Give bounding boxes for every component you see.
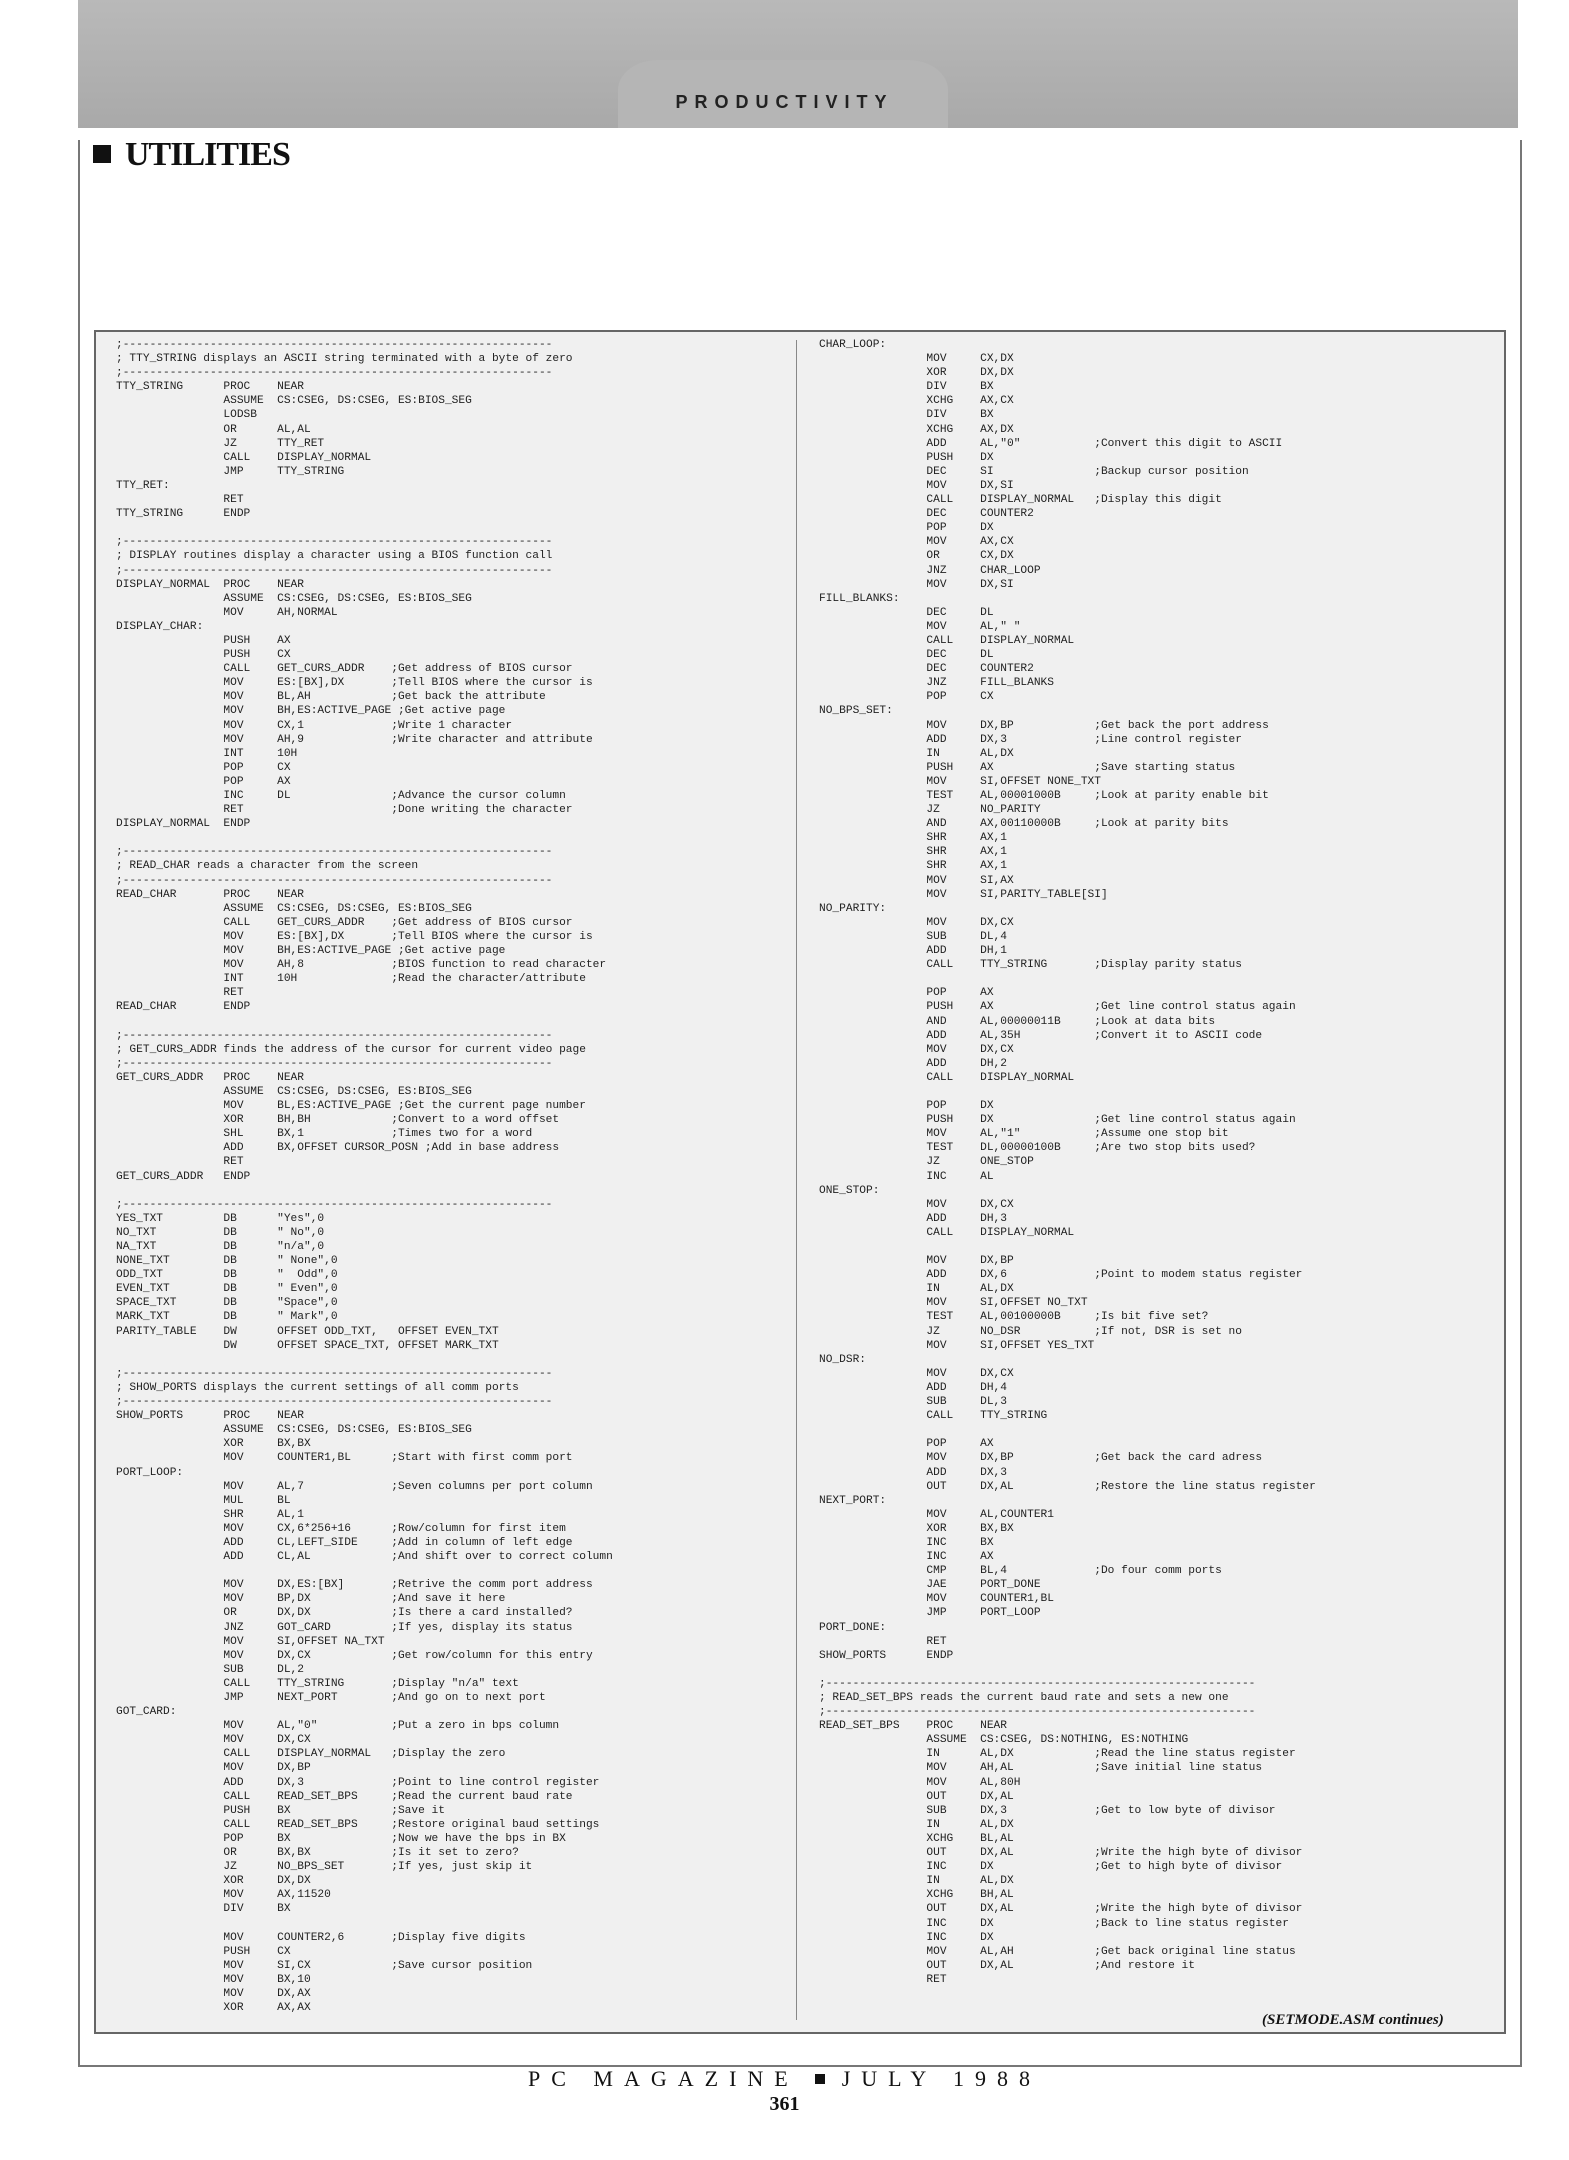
code-line: READ_CHAR ENDP [116, 1001, 251, 1014]
code-line: PORT_DONE: [819, 1621, 887, 1634]
code-line: OUT DX,AL ;Write the high byte of divisor [819, 1903, 1303, 1916]
code-line: MOV BH,ES:ACTIVE_PAGE ;Get active page [116, 705, 506, 718]
code-line: DEC COUNTER2 [819, 663, 1034, 676]
code-line: SPACE_TXT DB "Space",0 [116, 1297, 338, 1310]
code-line: MOV ES:[BX],DX ;Tell BIOS where the cursor is [116, 677, 593, 690]
code-line: PUSH CX [116, 1945, 291, 1958]
code-line: PUSH DX ;Get line control status again [819, 1114, 1296, 1127]
code-line: RET [116, 987, 244, 1000]
code-line: MOV AL," " [819, 620, 1021, 633]
code-line: CALL GET_CURS_ADDR ;Get address of BIOS cursor [116, 663, 573, 676]
code-line: JMP NEXT_PORT ;And go on to next port [116, 1692, 546, 1704]
code-line: CALL DISPLAY_NORMAL [819, 1226, 1075, 1239]
code-line: JNZ CHAR_LOOP [819, 564, 1041, 577]
code-line: CALL GET_CURS_ADDR ;Get address of BIOS cursor [116, 916, 573, 929]
code-line: XOR BX,BX [819, 1522, 1014, 1535]
code-line: RET ;Done writing the character [116, 804, 573, 817]
code-line: JZ ONE_STOP [819, 1156, 1034, 1169]
code-line: ADD DH,2 [819, 1057, 1007, 1070]
code-line: SHR AL,1 [116, 1508, 304, 1521]
code-line: MOV SI,CX ;Save cursor position [116, 1959, 533, 1972]
code-line: MOV AX,CX [819, 536, 1014, 549]
code-line: JMP PORT_LOOP [819, 1607, 1041, 1620]
code-line: MOV SI,OFFSET NO_TXT [819, 1297, 1088, 1310]
code-line: ;---------------------------------------------------------------- [116, 1029, 553, 1042]
code-line: SHR AX,1 [819, 860, 1007, 873]
code-line: SHR AX,1 [819, 846, 1007, 859]
code-line: MOV AL,AH ;Get back original line status [819, 1945, 1296, 1958]
code-line: ;---------------------------------------------------------------- [116, 1057, 553, 1070]
code-line: ADD DH,4 [819, 1381, 1007, 1394]
code-line: IN AL,DX [819, 1283, 1014, 1296]
code-line: SUB DX,3 ;Get to low byte of divisor [819, 1804, 1276, 1817]
code-line: MOV AH,NORMAL [116, 606, 338, 619]
code-line: NA_TXT DB "n/a",0 [116, 1241, 325, 1253]
code-line: CALL READ_SET_BPS ;Read the current baud rate [116, 1790, 573, 1803]
code-line: CALL DISPLAY_NORMAL ;Display this digit [819, 494, 1222, 507]
code-line: TEST DL,00000100B ;Are two stop bits used? [819, 1142, 1256, 1155]
code-line: XOR BX,BX [116, 1438, 311, 1451]
code-line: XOR BH,BH ;Convert to a word offset [116, 1114, 560, 1127]
code-line: IN AL,DX [819, 747, 1014, 760]
code-line: ADD AL,"0" ;Convert this digit to ASCII [819, 437, 1283, 450]
code-line: DEC COUNTER2 [819, 508, 1034, 521]
code-line: ADD CL,AL ;And shift over to correct column [116, 1551, 613, 1564]
code-line: MOV SI,OFFSET NA_TXT [116, 1635, 385, 1648]
code-line: MOV ES:[BX],DX ;Tell BIOS where the cursor is [116, 930, 593, 943]
code-line: INT 10H [116, 747, 298, 760]
code-line: ; SHOW_PORTS displays the current settings of all comm ports [116, 1381, 519, 1394]
code-line: ONE_STOP: [819, 1184, 880, 1197]
code-line: ;---------------------------------------------------------------- [116, 846, 553, 859]
code-line: ;---------------------------------------------------------------- [116, 1367, 553, 1380]
code-line: PUSH AX ;Get line control status again [819, 1001, 1296, 1014]
code-line: MOV CX,DX [819, 353, 1014, 366]
code-line: POP DX [819, 522, 994, 535]
code-line: ADD DX,3 ;Line control register [819, 733, 1242, 746]
code-line: PUSH CX [116, 649, 291, 662]
code-line: OR CX,DX [819, 550, 1014, 563]
section-label: PRODUCTIVITY [675, 92, 894, 112]
code-line: ADD DX,3 ;Point to line control register [116, 1776, 600, 1789]
code-line: DEC SI ;Backup cursor position [819, 465, 1249, 478]
code-line: XCHG AX,DX [819, 423, 1014, 436]
code-line: OUT DX,AL [819, 1790, 1014, 1803]
code-line: CMP BL,4 ;Do four comm ports [819, 1565, 1222, 1578]
code-line: JMP TTY_STRING [116, 465, 345, 478]
page-number: 361 [769, 2093, 800, 2115]
code-line: RET [116, 494, 244, 507]
code-line: GOT_CARD: [116, 1706, 177, 1719]
continued-note: (SETMODE.ASM continues) [1262, 2012, 1444, 2028]
code-line: ADD CL,LEFT_SIDE ;Add in column of left edge [116, 1536, 573, 1549]
code-line: NO_TXT DB " No",0 [116, 1226, 325, 1239]
code-line: INC DL ;Advance the cursor column [116, 790, 566, 802]
code-line: ;---------------------------------------------------------------- [116, 367, 553, 380]
code-line: ASSUME CS:CSEG, DS:CSEG, ES:BIOS_SEG [116, 902, 472, 915]
code-line: MOV DX,CX ;Get row/column for this entry [116, 1649, 593, 1662]
code-line: MOV DX,SI [819, 479, 1014, 492]
code-line: CALL DISPLAY_NORMAL [819, 634, 1075, 647]
code-line: JZ NO_DSR ;If not, DSR is set no [819, 1325, 1242, 1338]
code-line: CHAR_LOOP: [819, 339, 887, 351]
code-line: MOV AL,"0" ;Put a zero in bps column [116, 1720, 560, 1733]
code-line: SHOW_PORTS ENDP [819, 1649, 954, 1662]
code-line: IN AL,DX [819, 1875, 1014, 1888]
code-line: MOV COUNTER2,6 ;Display five digits [116, 1931, 526, 1944]
code-line: NO_DSR: [819, 1353, 866, 1366]
code-line: SUB DL,4 [819, 930, 1007, 943]
code-line: MUL BL [116, 1494, 291, 1507]
code-line: INC DX ;Back to line status register [819, 1917, 1289, 1930]
code-line: FILL_BLANKS: [819, 592, 900, 605]
code-line: ;---------------------------------------------------------------- [116, 564, 553, 577]
issue-date: JULY 1988 [841, 2066, 1041, 2091]
code-line: ASSUME CS:CSEG, DS:CSEG, ES:BIOS_SEG [116, 1424, 472, 1437]
code-line: XOR DX,DX [819, 367, 1014, 380]
code-line: MOV AH,9 ;Write character and attribute [116, 733, 593, 746]
code-line: OR BX,BX ;Is it set to zero? [116, 1847, 519, 1860]
code-line: SHR AX,1 [819, 832, 1007, 845]
code-line: MOV AX,11520 [116, 1889, 331, 1902]
code-line: CALL READ_SET_BPS ;Restore original baud settings [116, 1818, 600, 1831]
code-line: JAE PORT_DONE [819, 1579, 1041, 1592]
code-line: ASSUME CS:CSEG, DS:CSEG, ES:BIOS_SEG [116, 592, 472, 605]
code-line: MOV CX,6*256+16 ;Row/column for first item [116, 1522, 566, 1535]
column-divider [796, 340, 797, 2020]
code-line: MOV DX,CX [819, 1367, 1014, 1380]
department-title: UTILITIES [125, 136, 290, 173]
code-line: DEC DL [819, 606, 994, 619]
code-line: MOV DX,BP [116, 1762, 311, 1775]
code-line: MOV DX,BP ;Get back the card adress [819, 1452, 1263, 1465]
code-line: DIV BX [819, 381, 994, 394]
code-line: XOR DX,DX [116, 1875, 311, 1888]
code-line: YES_TXT DB "Yes",0 [116, 1212, 325, 1225]
code-line: MOV COUNTER1,BL [819, 1593, 1054, 1606]
code-line: JZ NO_PARITY [819, 804, 1041, 817]
code-line: MOV SI,PARITY_TABLE[SI] [819, 888, 1108, 901]
code-line: MOV BH,ES:ACTIVE_PAGE ;Get active page [116, 945, 506, 958]
code-line: NO_BPS_SET: [819, 705, 893, 718]
code-line: MOV CX,1 ;Write 1 character [116, 719, 513, 732]
code-line: PUSH AX [116, 634, 291, 647]
code-line: DISPLAY_NORMAL ENDP [116, 818, 251, 831]
code-line: ODD_TXT DB " Odd",0 [116, 1269, 338, 1282]
code-line: NONE_TXT DB " None",0 [116, 1255, 338, 1268]
code-line: XCHG BL,AL [819, 1832, 1014, 1845]
code-line: ; TTY_STRING displays an ASCII string terminated with a byte of zero [116, 353, 573, 366]
code-line: TTY_STRING PROC NEAR [116, 381, 304, 394]
code-listing-left-column [116, 338, 613, 2015]
code-line: SHL BX,1 ;Times two for a word [116, 1128, 533, 1141]
code-line: MOV AL,80H [819, 1776, 1021, 1789]
code-line: TTY_RET: [116, 479, 170, 492]
code-line: INC AL [819, 1170, 994, 1183]
footer-line [0, 2066, 1569, 2092]
code-line: INC DX [819, 1931, 994, 1944]
code-line: ;---------------------------------------------------------------- [819, 1677, 1256, 1690]
code-line: MOV BL,AH ;Get back the attribute [116, 691, 546, 704]
code-line: ADD DH,3 [819, 1212, 1007, 1225]
code-line: ASSUME CS:CSEG, DS:NOTHING, ES:NOTHING [819, 1734, 1189, 1747]
code-line: MOV SI,OFFSET YES_TXT [819, 1339, 1095, 1352]
code-line: MOV DX,ES:[BX] ;Retrive the comm port address [116, 1579, 593, 1592]
code-line: ADD DX,6 ;Point to modem status register [819, 1269, 1303, 1282]
code-line: GET_CURS_ADDR ENDP [116, 1170, 251, 1183]
code-line: SHOW_PORTS PROC NEAR [116, 1410, 304, 1423]
code-line: PUSH DX [819, 451, 994, 464]
code-line: OR AL,AL [116, 423, 311, 436]
code-line: POP BX ;Now we have the bps in BX [116, 1832, 566, 1845]
code-line: DISPLAY_NORMAL PROC NEAR [116, 578, 304, 591]
code-line: DW OFFSET SPACE_TXT, OFFSET MARK_TXT [116, 1339, 499, 1352]
square-bullet-icon [815, 2074, 825, 2084]
code-line: MOV SI,OFFSET NONE_TXT [819, 775, 1101, 788]
code-line: PUSH AX ;Save starting status [819, 761, 1236, 774]
code-line: INC DX ;Get to high byte of divisor [819, 1861, 1283, 1874]
code-line: MOV BP,DX ;And save it here [116, 1593, 506, 1606]
code-line: MOV SI,AX [819, 874, 1014, 887]
code-line: POP AX [819, 1438, 994, 1451]
code-line: TEST AL,00001000B ;Look at parity enable bit [819, 790, 1269, 802]
code-line: MOV COUNTER1,BL ;Start with first comm port [116, 1452, 573, 1465]
code-line: IN AL,DX [819, 1818, 1014, 1831]
code-line: MOV DX,AX [116, 1987, 311, 2000]
code-line: JZ NO_BPS_SET ;If yes, just skip it [116, 1861, 533, 1874]
code-line: OUT DX,AL ;Write the high byte of divisor [819, 1847, 1303, 1860]
code-line: ;---------------------------------------------------------------- [116, 536, 553, 549]
code-line: RET [819, 1973, 947, 1986]
code-line: ASSUME CS:CSEG, DS:CSEG, ES:BIOS_SEG [116, 395, 472, 408]
code-line: CALL DISPLAY_NORMAL ;Display the zero [116, 1748, 506, 1761]
code-line: JNZ GOT_CARD ;If yes, display its status [116, 1621, 573, 1634]
code-line: MOV BX,10 [116, 1973, 311, 1986]
code-line: ;---------------------------------------------------------------- [116, 1198, 553, 1211]
code-line: MOV DX,BP [819, 1255, 1014, 1268]
code-line: CALL DISPLAY_NORMAL [819, 1071, 1075, 1084]
code-line: ADD DX,3 [819, 1466, 1007, 1479]
code-line: MOV BL,ES:ACTIVE_PAGE ;Get the current page number [116, 1100, 586, 1113]
code-line: GET_CURS_ADDR PROC NEAR [116, 1071, 304, 1084]
code-line: CALL TTY_STRING [819, 1410, 1048, 1423]
code-line: JNZ FILL_BLANKS [819, 677, 1054, 690]
code-line: MOV DX,BP ;Get back the port address [819, 719, 1269, 732]
code-line: POP CX [819, 691, 994, 704]
code-line: IN AL,DX ;Read the line status register [819, 1748, 1296, 1761]
code-line: POP AX [116, 775, 291, 788]
code-line: ;---------------------------------------------------------------- [819, 1706, 1256, 1719]
code-line: CALL DISPLAY_NORMAL [116, 451, 372, 464]
code-line: MOV AH,8 ;BIOS function to read character [116, 959, 607, 972]
code-line: MOV DX,SI [819, 578, 1014, 591]
code-line: NEXT_PORT: [819, 1494, 887, 1507]
code-line: INC AX [819, 1551, 994, 1564]
code-line: ADD AL,35H ;Convert it to ASCII code [819, 1029, 1263, 1042]
code-line: MOV DX,CX [116, 1734, 311, 1747]
code-line: POP DX [819, 1100, 994, 1113]
code-line: MOV DX,CX [819, 1198, 1014, 1211]
code-line: MOV AL,COUNTER1 [819, 1508, 1054, 1521]
code-line: POP CX [116, 761, 291, 774]
code-line: MOV DX,CX [819, 1043, 1014, 1056]
code-line: EVEN_TXT DB " Even",0 [116, 1283, 338, 1296]
code-line: CALL TTY_STRING ;Display parity status [819, 959, 1242, 972]
code-line: ;---------------------------------------------------------------- [116, 874, 553, 887]
code-line: DISPLAY_CHAR: [116, 620, 204, 633]
code-line: ASSUME CS:CSEG, DS:CSEG, ES:BIOS_SEG [116, 1085, 472, 1098]
code-line: ; READ_CHAR reads a character from the screen [116, 860, 419, 873]
code-line: PORT_LOOP: [116, 1466, 184, 1479]
code-line: DEC DL [819, 649, 994, 662]
code-line: POP AX [819, 987, 994, 1000]
code-line: ; READ_SET_BPS reads the current baud rate and sets a new one [819, 1692, 1229, 1704]
magazine-name: PC MAGAZINE [528, 2066, 799, 2091]
code-line: ADD DH,1 [819, 945, 1007, 958]
code-line: JZ TTY_RET [116, 437, 325, 450]
code-listing-right-column [819, 338, 1316, 1987]
code-line: OUT DX,AL ;Restore the line status register [819, 1480, 1316, 1493]
code-line: RET [819, 1635, 947, 1648]
code-line: PUSH BX ;Save it [116, 1804, 445, 1817]
code-line: SUB DL,3 [819, 1396, 1007, 1409]
code-line: RET [116, 1156, 244, 1169]
code-line: MOV DX,CX [819, 916, 1014, 929]
code-line: READ_CHAR PROC NEAR [116, 888, 304, 901]
code-line: NO_PARITY: [819, 902, 887, 915]
code-line: AND AL,00000011B ;Look at data bits [819, 1015, 1216, 1028]
code-line: XCHG BH,AL [819, 1889, 1014, 1902]
code-line: SUB DL,2 [116, 1663, 304, 1676]
code-line: ;---------------------------------------------------------------- [116, 1396, 553, 1409]
code-line: ; GET_CURS_ADDR finds the address of the cursor for current video page [116, 1043, 586, 1056]
code-line: ADD BX,OFFSET CURSOR_POSN ;Add in base address [116, 1142, 560, 1155]
code-line: INT 10H ;Read the character/attribute [116, 973, 586, 986]
department-heading [93, 136, 290, 174]
code-line: MOV AL,"1" ;Assume one stop bit [819, 1128, 1229, 1141]
code-line: DIV BX [116, 1903, 291, 1916]
code-line: AND AX,00110000B ;Look at parity bits [819, 818, 1229, 831]
code-line: PARITY_TABLE DW OFFSET ODD_TXT, OFFSET EVEN_TXT [116, 1325, 499, 1338]
code-line: INC BX [819, 1536, 994, 1549]
code-line: OR DX,DX ;Is there a card installed? [116, 1607, 573, 1620]
code-line: XCHG AX,CX [819, 395, 1014, 408]
code-line: DIV BX [819, 409, 994, 422]
code-line: ; DISPLAY routines display a character using a BIOS function call [116, 550, 553, 563]
code-line: LODSB [116, 409, 257, 422]
code-line: ;---------------------------------------------------------------- [116, 339, 553, 351]
code-line: TEST AL,00100000B ;Is bit five set? [819, 1311, 1209, 1324]
code-line: MOV AH,AL ;Save initial line status [819, 1762, 1263, 1775]
code-line: MOV AL,7 ;Seven columns per port column [116, 1480, 593, 1493]
square-bullet-icon [93, 145, 111, 163]
code-line: XOR AX,AX [116, 2002, 311, 2015]
code-line: TTY_STRING ENDP [116, 508, 251, 521]
code-line: READ_SET_BPS PROC NEAR [819, 1720, 1007, 1733]
code-line: CALL TTY_STRING ;Display "n/a" text [116, 1677, 519, 1690]
code-line: OUT DX,AL ;And restore it [819, 1959, 1195, 1972]
code-line: MARK_TXT DB " Mark",0 [116, 1311, 338, 1324]
